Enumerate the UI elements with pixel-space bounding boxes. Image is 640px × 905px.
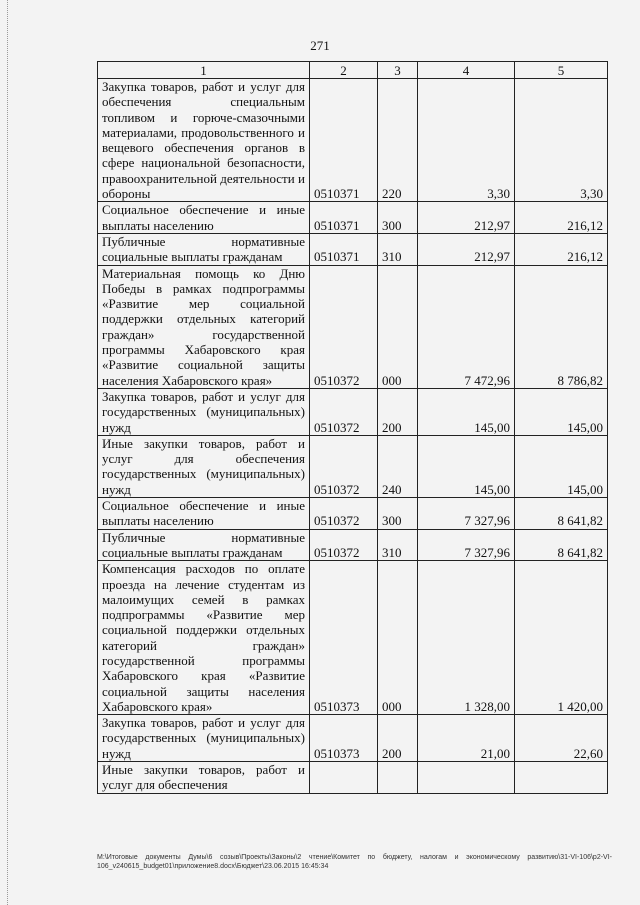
row-csr-code-cell <box>310 762 378 794</box>
row-vr-code-cell: 300 <box>378 202 418 234</box>
row-sum-2016-cell: 145,00 <box>515 388 608 435</box>
row-sum-2016-cell <box>515 762 608 794</box>
row-vr-code-cell: 200 <box>378 715 418 762</box>
row-vr-code-cell: 200 <box>378 388 418 435</box>
row-sum-2015-cell: 7 327,96 <box>418 498 515 530</box>
row-sum-2016-cell: 145,00 <box>515 435 608 497</box>
table-row <box>98 388 608 435</box>
row-sum-2015-cell: 145,00 <box>418 435 515 497</box>
row-csr-code-cell: 0510372 <box>310 265 378 388</box>
page-number: 271 <box>310 38 330 53</box>
row-sum-2016-cell: 22,60 <box>515 715 608 762</box>
row-sum-2016-cell: 8 641,82 <box>515 529 608 561</box>
document-footer-path: M:\Итоговые документы Думы\6 созыв\Проекты\Законы\2 чтение\Комитет по бюджету, налогам и экономическому развитию\31-VI-106\р2-VI-106_v240615_budget01\приложение8.docx\Бюджет\23.06.2015 16:45:34 <box>97 854 612 870</box>
row-csr-code-cell: 0510372 <box>310 435 378 497</box>
row-vr-code-cell: 310 <box>378 529 418 561</box>
row-sum-2016-cell: 3,30 <box>515 79 608 202</box>
row-sum-2015-cell: 3,30 <box>418 79 515 202</box>
row-sum-2015-cell: 21,00 <box>418 715 515 762</box>
table-body <box>98 79 608 794</box>
table-row <box>98 529 608 561</box>
header-col-2: 2 <box>310 62 378 79</box>
table-row <box>98 762 608 794</box>
row-name-cell: Социальное обеспечение и иные выплаты населению <box>98 202 310 234</box>
row-csr-code-cell: 0510372 <box>310 388 378 435</box>
row-sum-2016-cell: 216,12 <box>515 233 608 265</box>
row-csr-code-cell: 0510372 <box>310 498 378 530</box>
row-vr-code-cell: 000 <box>378 265 418 388</box>
row-name-cell: Публичные нормативные социальные выплаты гражданам <box>98 233 310 265</box>
row-name-cell: Публичные нормативные социальные выплаты гражданам <box>98 529 310 561</box>
table-row <box>98 498 608 530</box>
row-name-cell: Иные закупки товаров, работ и услуг для обеспечения <box>98 762 310 794</box>
scan-edge-line <box>7 0 8 905</box>
row-name-cell: Материальная помощь ко Дню Победы в рамках подпрограммы «Развитие мер социальной поддержки отдельных категорий граждан» государственной программы Хабаровского края «Развитие социальной защиты населения Хабаровского края» <box>98 265 310 388</box>
row-sum-2015-cell: 1 328,00 <box>418 561 515 715</box>
row-sum-2015-cell: 212,97 <box>418 202 515 234</box>
header-col-4: 4 <box>418 62 515 79</box>
header-col-3: 3 <box>378 62 418 79</box>
row-name-cell: Компенсация расходов по оплате проезда на лечение студентам из малоимущих семей в рамках подпрограммы «Развитие мер социальной поддержки отдельных категорий граждан» государственной программы Хабаровского края «Развитие социальной защиты населения Хабаровского края» <box>98 561 310 715</box>
row-csr-code-cell: 0510371 <box>310 233 378 265</box>
row-sum-2015-cell: 7 327,96 <box>418 529 515 561</box>
row-vr-code-cell: 310 <box>378 233 418 265</box>
row-csr-code-cell: 0510371 <box>310 79 378 202</box>
table-row <box>98 233 608 265</box>
row-name-cell: Социальное обеспечение и иные выплаты населению <box>98 498 310 530</box>
row-sum-2016-cell: 1 420,00 <box>515 561 608 715</box>
row-name-cell: Закупка товаров, работ и услуг для государственных (муниципальных) нужд <box>98 388 310 435</box>
row-sum-2016-cell: 8 641,82 <box>515 498 608 530</box>
row-sum-2015-cell: 7 472,96 <box>418 265 515 388</box>
row-name-cell: Закупка товаров, работ и услуг для обеспечения специальным топливом и горюче-смазочными материалами, продовольственного и вещевого обеспечения органов в сфере национальной безопасности, правоохранительной деятельности и обороны <box>98 79 310 202</box>
row-sum-2015-cell: 145,00 <box>418 388 515 435</box>
row-csr-code-cell: 0510373 <box>310 561 378 715</box>
table-header-row <box>98 62 608 79</box>
row-sum-2016-cell: 8 786,82 <box>515 265 608 388</box>
row-csr-code-cell: 0510373 <box>310 715 378 762</box>
row-csr-code-cell: 0510372 <box>310 529 378 561</box>
row-vr-code-cell <box>378 762 418 794</box>
table-row <box>98 202 608 234</box>
row-vr-code-cell: 300 <box>378 498 418 530</box>
row-name-cell: Закупка товаров, работ и услуг для государственных (муниципальных) нужд <box>98 715 310 762</box>
row-vr-code-cell: 220 <box>378 79 418 202</box>
row-vr-code-cell: 000 <box>378 561 418 715</box>
row-vr-code-cell: 240 <box>378 435 418 497</box>
table-row <box>98 79 608 202</box>
table-row <box>98 435 608 497</box>
row-csr-code-cell: 0510371 <box>310 202 378 234</box>
row-sum-2015-cell: 212,97 <box>418 233 515 265</box>
row-sum-2015-cell <box>418 762 515 794</box>
row-sum-2016-cell: 216,12 <box>515 202 608 234</box>
header-col-5: 5 <box>515 62 608 79</box>
header-col-1: 1 <box>98 62 310 79</box>
table-row <box>98 265 608 388</box>
budget-table <box>97 61 608 794</box>
table-row <box>98 715 608 762</box>
table-row <box>98 561 608 715</box>
row-name-cell: Иные закупки товаров, работ и услуг для обеспечения государственных (муниципальных) нужд <box>98 435 310 497</box>
